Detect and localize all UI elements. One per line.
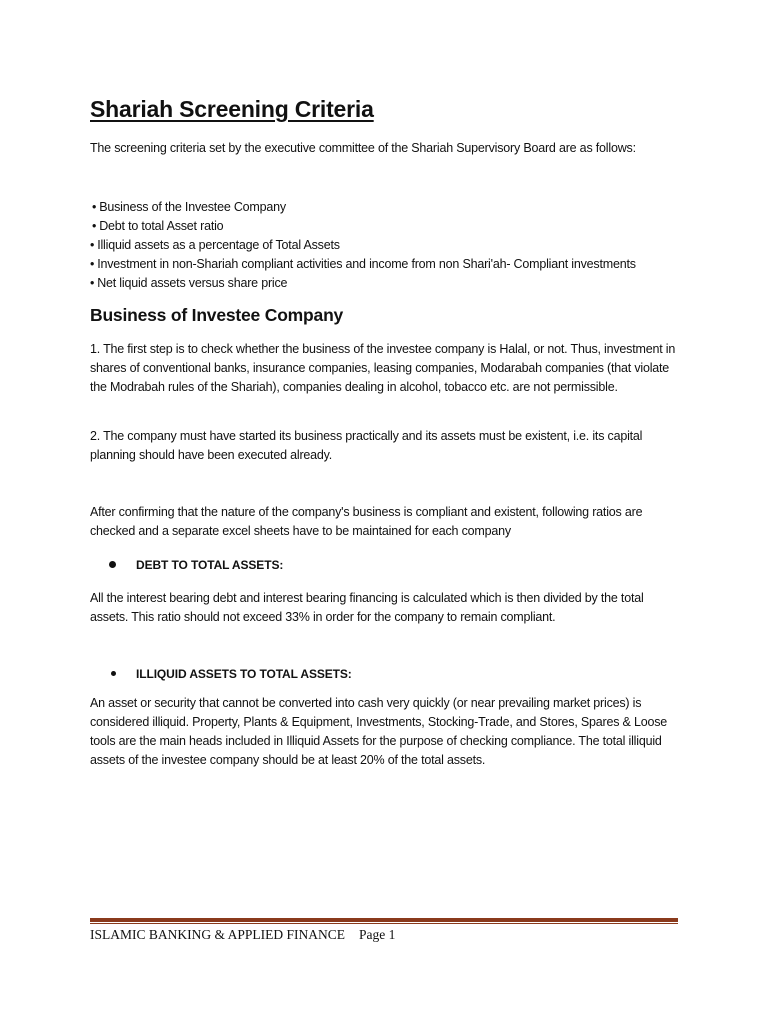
footer-rule-thin (90, 923, 678, 924)
footer-rule (90, 918, 678, 922)
page-footer (90, 927, 395, 943)
bullet-icon: • (90, 276, 95, 290)
section-heading: Business of Investee Company (90, 305, 344, 325)
page-title: Shariah Screening Criteria (90, 96, 374, 122)
paragraph-business-existent: 2. The company must have started its business practically and its assets must be existent, i.e. its capital planning should have been executed already. (90, 429, 643, 462)
paragraph-debt: All the interest bearing debt and interest bearing financing is calculated which is then divided by the total assets. This ratio should not exceed 33% in order for the company to remain compliant. (90, 591, 644, 624)
list-item: • Debt to total Asset ratio (92, 219, 224, 233)
list-item: • Net liquid assets versus share price (90, 276, 288, 290)
criteria-list (90, 198, 636, 293)
bullet-icon (111, 671, 116, 676)
list-item: • Business of the Investee Company (92, 200, 286, 214)
bullet-icon (109, 561, 116, 568)
subheading-illiquid: ILLIQUID ASSETS TO TOTAL ASSETS: (108, 667, 352, 681)
paragraph-ratios-intro: After confirming that the nature of the company's business is compliant and existent, following ratios are checked and a separate excel sheets have to be maintained for each company (90, 505, 643, 538)
paragraph-business-halal: 1. The first step is to check whether the business of the investee company is Halal, or not. Thus, investment in shares of conventional banks, insurance companies, leasing companies, Modarabah companies (that violate the Modrabah rules of the Shariah), companies dealing in alcohol, tobacco etc. are not permissible. (90, 342, 676, 394)
footer-title: ISLAMIC BANKING & APPLIED FINANCE (90, 927, 346, 942)
list-item: • Investment in non-Shariah compliant activities and income from non Shari'ah- Compliant investments (90, 257, 636, 271)
list-item: • Illiquid assets as a percentage of Total Assets (90, 238, 340, 252)
subheading-debt: DEBT TO TOTAL ASSETS: (109, 558, 283, 572)
bullet-icon: • (92, 219, 97, 233)
bullet-icon: • (90, 257, 95, 271)
bullet-icon: • (90, 238, 95, 252)
intro-text: The screening criteria set by the executive committee of the Shariah Supervisory Board are as follows: (90, 141, 636, 155)
paragraph-illiquid: An asset or security that cannot be converted into cash very quickly (or near prevailing market prices) is considered illiquid. Property, Plants & Equipment, Investments, Stocking-Trade, and Stores, Spares & Loose tools are the main heads included in Illiquid Assets for the purpose of checking compliance. The total illiquid assets of the investee company should be at least 20% of the total assets. (90, 696, 668, 767)
page-number: Page 1 (359, 927, 396, 942)
bullet-icon: • (92, 200, 97, 214)
